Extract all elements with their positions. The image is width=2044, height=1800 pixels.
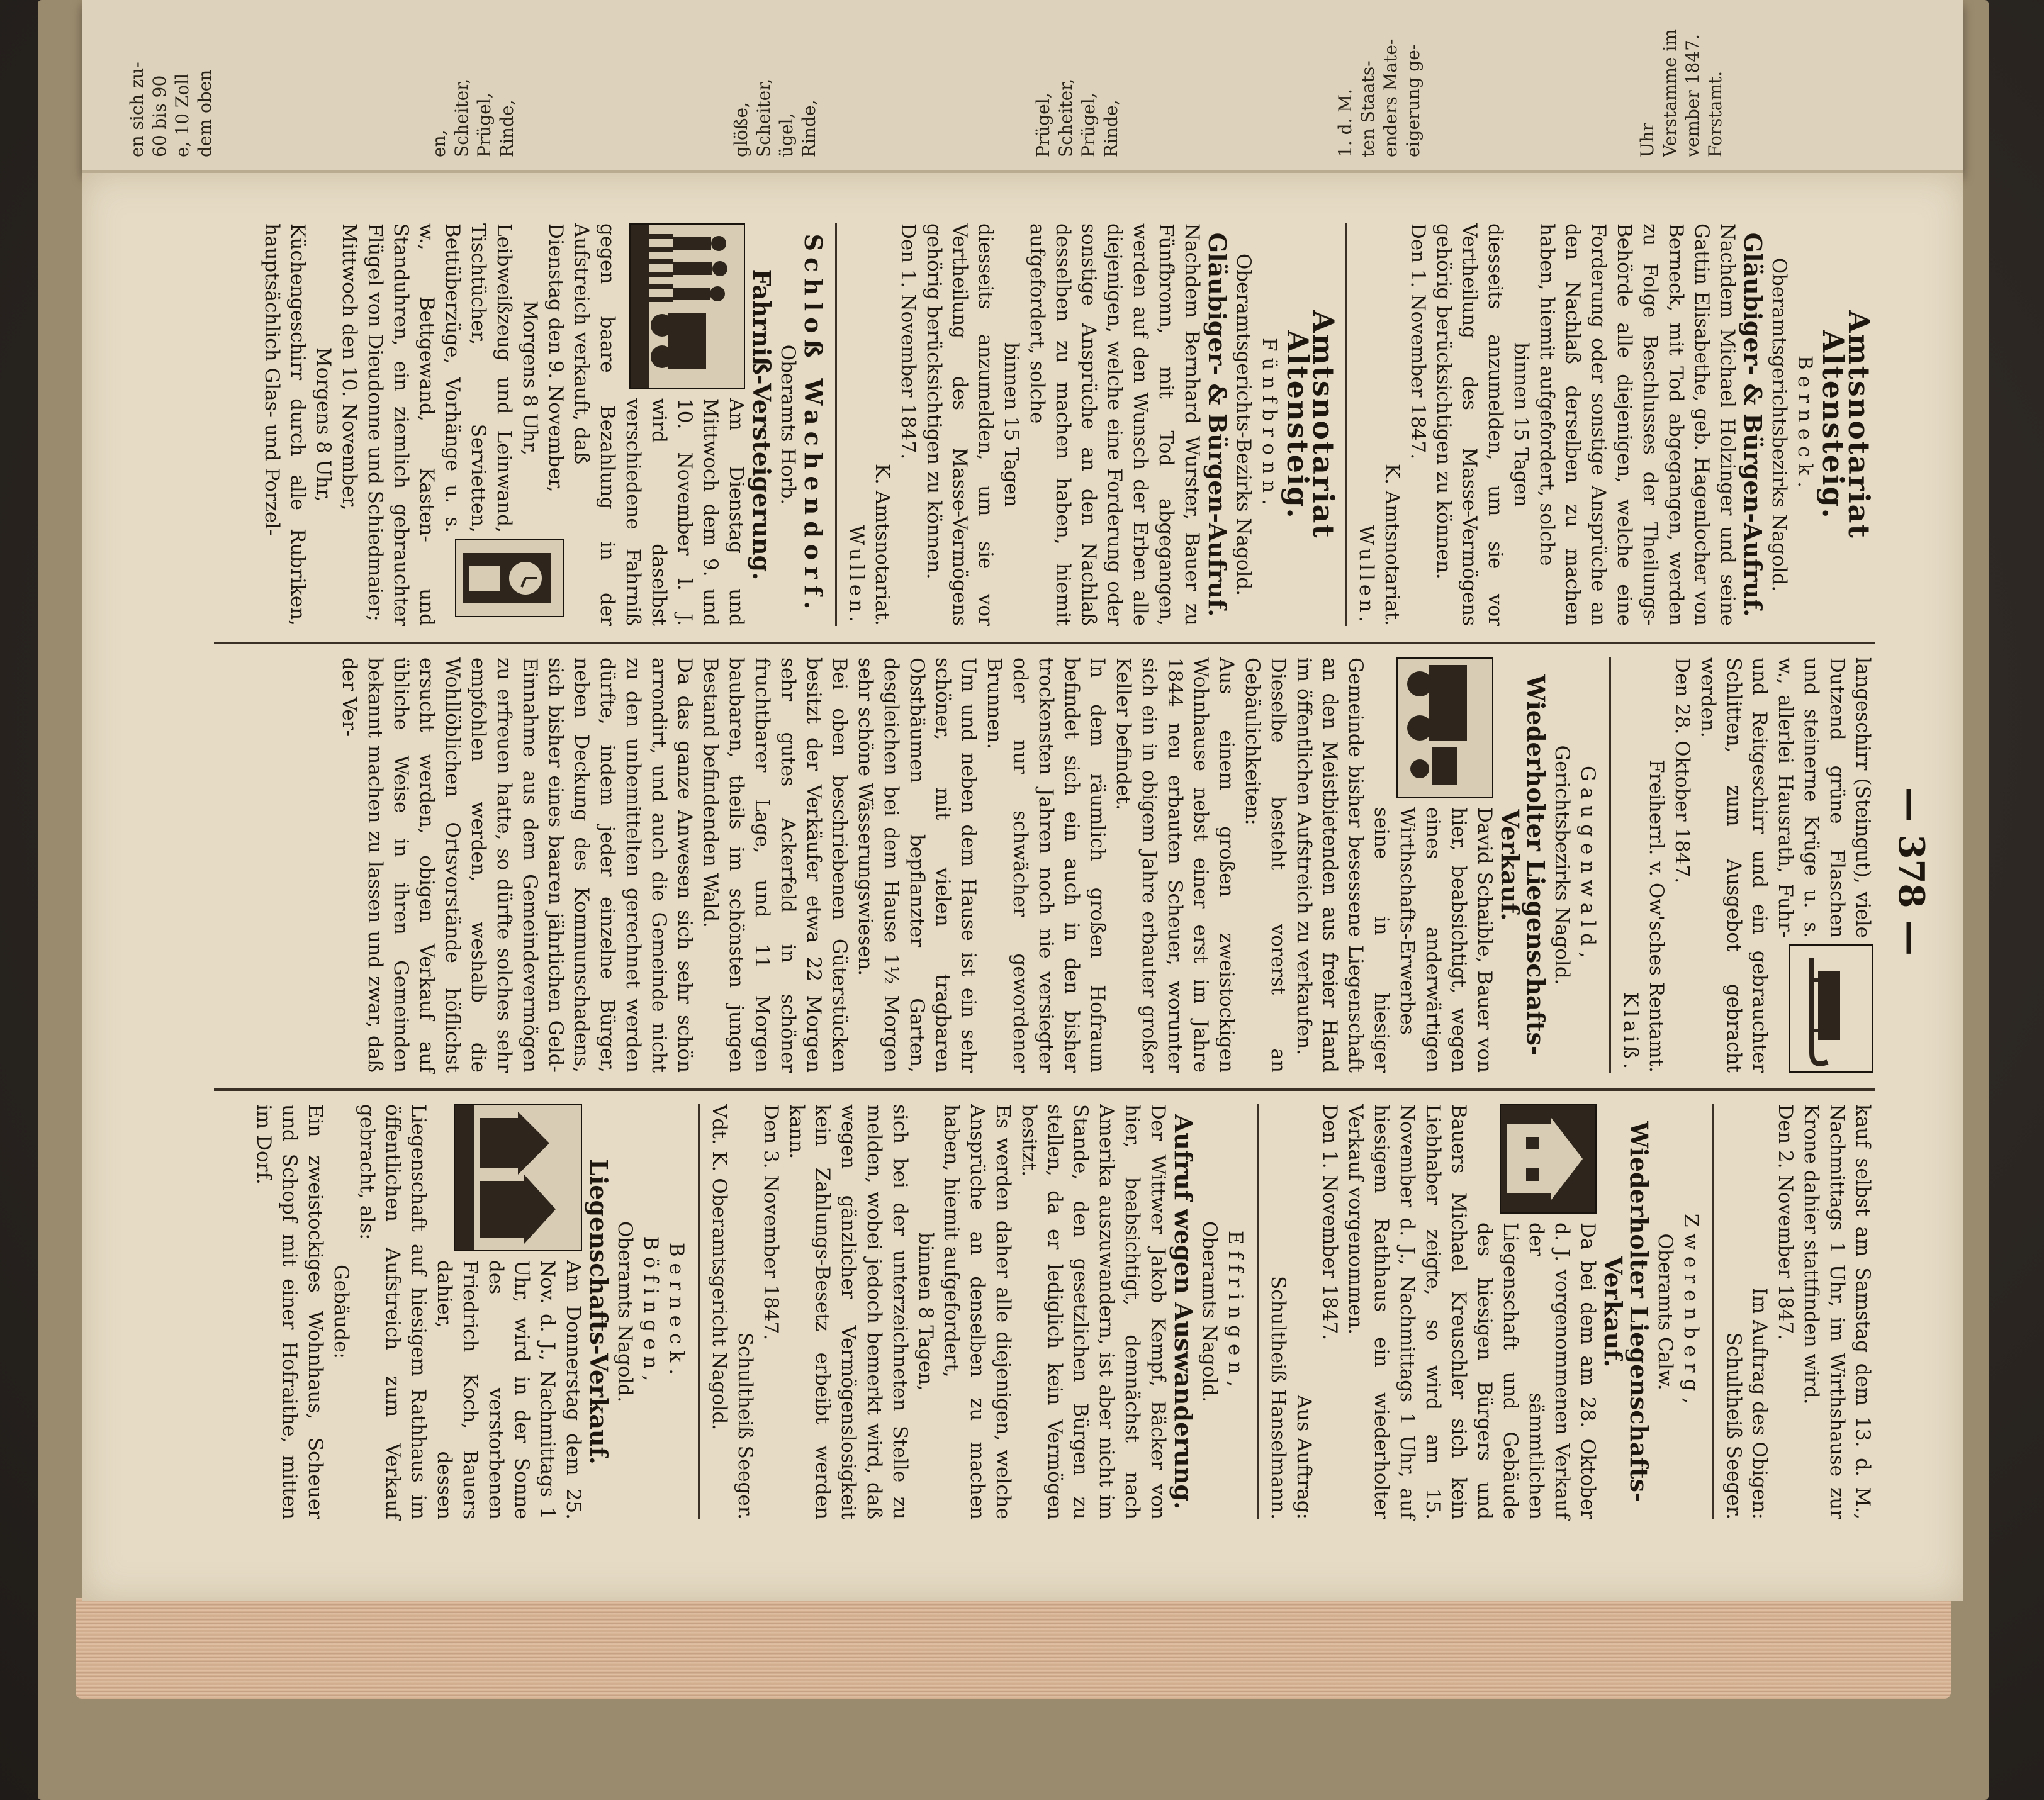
notice-heading: Gläubiger- & Bürgen-Aufruf. <box>1739 232 1767 617</box>
notice-title: Amtsnotariat Altensteig. <box>1281 310 1340 539</box>
notice-date: Den 3. November 1847. <box>760 1104 782 1341</box>
previous-page-line: Rinde, <box>1101 99 1121 157</box>
notice-body: Bei oben beschriebenen Güterstücken besitzt der Verkäufer etwa 22 Morgen sehr gutes Ackerfeld in schöner fruchtbarer Lage, und 11 Morgen baubaren, theils im schönsten jungen Bestand befindenden Wald. <box>699 657 851 1073</box>
notice-heading: Wiederholter Liegenschafts-Verkauf. <box>1496 674 1550 1056</box>
previous-page-line: Scheiter, <box>753 78 774 157</box>
notice-schaible <box>336 657 1600 1073</box>
divider <box>1609 657 1611 1073</box>
notice-body: diesseits anzumelden, um sie vor Vertheilung des Masse-Vermögens gehörig berücksichtigen zu können. <box>923 223 997 626</box>
notice-body: Da bei dem am 28. Oktober d. J. vorgenommenen Verkauf der sämmtlichen Liegenschaft und Gebäude des hiesigen Bürgers und Bauers Michael Kreuschler sich kein Liebhaber zeigte, so wird am 15. November d. J., Nachmittags 1 Uhr, auf hiesigem Rathhaus ein wiederholter Verkauf vorgenommen. <box>1344 1104 1599 1519</box>
rotated-text-block <box>182 223 1932 1519</box>
previous-page-column <box>730 6 824 157</box>
notice-body: Leibweißzeug und Leinwand, Tischtücher, Servietten, Bettüberzüge, Vorhänge u. s. w., Bettgewand, Kasten- und Standuhren, ein ziemlich gebrauchter Flügel von Dieudonne und Schiedmaier; <box>364 223 515 626</box>
notice-body: Der Wittwer Jakob Kempf, Bäcker von hier, beabsichtigt, demnächst nach Amerika auszuwandern, ist aber nicht im Stande, den gesetzlichen Bürgen zu stellen, da er lediglich kein Vermögen besitzt. <box>1018 1104 1169 1519</box>
previous-page-line: Rinde, <box>799 99 819 157</box>
notice-kreuschler <box>1265 1104 1704 1519</box>
notice-body: David Schaible, Bauer von hier, beabsichtigt, wegen eines anderwärtigen Wirthschafts-Erwerbes seine in hiesiger Gemeinde bisher besessene Liegenschaft an den Meistbietenden aus freier Hand im öffentlichen Aufstreich zu verkaufen. <box>1293 657 1496 1073</box>
notice-office: Freiherrl. v. Ow'sches Rentamt. <box>1645 759 1668 1073</box>
sale-time: Morgens 8 Uhr, <box>519 300 541 456</box>
notice-heading: Liegenschafts-Verkauf. <box>585 1159 613 1465</box>
divider <box>1345 223 1347 626</box>
previous-page-line: vember 1847. <box>1682 34 1703 157</box>
notice-body: Da das ganze Anwesen sich sehr schön arrondirt, und auch die Gemeinde nicht zu den unbemittelten gerechnet werden dürfte, indem jeder einzelne Bürger, neben Deckung des Kommunschadens, sich bisher eines baaren jährlichen Geld-Einnahme aus dem Gemeindevermögen zu erfreuen hatte, so dürfte solches sehr empfohlen werden, weshalb die Wohllöblichen Ortsvorstände höflichst ersucht werden, obigen Verkauf auf übliche Weise in ihren Gemeinden bekannt machen zu lassen und zwar, daß der Ver- <box>338 657 696 1073</box>
notice-signer: Wullen. <box>1355 525 1378 626</box>
notice-district: Gerichtsbezirks Nagold. <box>1551 745 1573 985</box>
previous-page-line: Verstamme im <box>1659 29 1680 157</box>
previous-page-line: Forstamt. <box>1705 70 1726 157</box>
divider <box>1257 1104 1259 1519</box>
previous-page-line: Prügel, <box>474 92 495 157</box>
previous-page-line: ten Staats- <box>1357 60 1378 157</box>
page-number: — 378 — <box>1890 787 1932 956</box>
previous-page-line: 1. d. M. <box>1335 89 1356 157</box>
page-header <box>1888 223 1932 1519</box>
notice-district: Oberamtsgerichtsbezirks Nagold. <box>1768 257 1790 592</box>
notice-signer: Schultheiß Seeger. <box>1722 1332 1745 1519</box>
column-2 <box>336 657 1875 1073</box>
notice-body: Am Dienstag und Mittwoch dem 9. und 10. November l. J. wird daselbst verschiedene Fahrniß gegen baare Bezahlung in der Aufstreich verkauft, daß <box>570 223 748 626</box>
notice-place: Gaugenwald, <box>1576 766 1599 964</box>
newspaper-page <box>82 173 1963 1601</box>
previous-page-line: dem oben <box>194 69 215 157</box>
notice-district: Oberamts Calw. <box>1654 1233 1676 1390</box>
notice-place: Schloß Wachendorf. <box>799 233 828 616</box>
previous-page-line: eigerung ge- <box>1403 43 1424 157</box>
divider <box>835 223 837 626</box>
previous-page-line: en, <box>429 130 449 157</box>
notice-wachendorf <box>259 223 826 626</box>
notice-body: Nachdem Michael Holzinger und seine Gattin Elisabethe, geb. Hagenlocher von Berneck, mit Tod abgegangen, werden zu Folge Beschlusses der Theilungs-Behörde alle diejenigen, welche eine Forderung oder sonstige Ansprüche an den Nachlaß derselben zu machen haben, hiemit aufgefordert, solche <box>1536 223 1739 626</box>
notice-date: Den 1. November 1847. <box>1407 223 1429 460</box>
notice-deadline: binnen 8 Tagen, <box>914 1232 937 1392</box>
notice-body: Es werden daher alle diejenigen, welche Ansprüche an denselben zu machen haben, hiemit aufgefordert, <box>940 1104 1014 1519</box>
notice-title: Amtsnotariat Altensteig. <box>1816 310 1876 539</box>
notice-office: K. Amtsnotariat. <box>871 463 894 626</box>
previous-page-line: Scheiter, <box>451 78 472 157</box>
notice-date: Den 2. November 1847. <box>1774 1104 1797 1341</box>
column-3 <box>250 1104 1875 1519</box>
notice-body: Um und neben dem Hause ist ein sehr schöner, mit vielen tragbaren Obstbäumen bepflanzter Garten, desgleichen bei dem Hause 1½ Morgen sehr schöne Wässerungswiesen. <box>854 657 980 1073</box>
notice-district: Oberamtsgerichts-Bezirks Nagold. <box>1232 253 1255 596</box>
notice-body: Küchengeschirr durch alle Rubriken, hauptsächlich Glas- und Porzel- <box>261 223 309 626</box>
notice-list-intro: Dieselbe besteht vorerst an Gebäulichkeiten: <box>1241 657 1289 1073</box>
notice-place: Berneck. <box>665 1242 688 1382</box>
previous-page-line: e, 10 Zoll <box>172 73 193 157</box>
divider <box>698 1104 700 1519</box>
previous-page-line: glöße, <box>731 102 751 157</box>
notice-date: Den 1. November 1847. <box>1318 1104 1341 1341</box>
notice-office: Aus Auftrag: <box>1293 1395 1315 1519</box>
notice-body: Ein zweistockiges Wohnhaus, Scheuer und Schopf mit einer Hofraithe, mitten im Dorf. <box>252 1104 327 1519</box>
notice-signer: Vdt. K. Oberamtsgericht Nagold. <box>708 1104 731 1431</box>
notice-kempf <box>706 1104 1248 1519</box>
notice-koch <box>250 1104 689 1519</box>
previous-page-column <box>1334 6 1429 157</box>
notice-place: Effringen, <box>1224 1230 1247 1394</box>
notice-body: Am Donnerstag dem 25. Nov. d. J., Nachmittags 1 Uhr, wird in der Sonne des verstorbenen Friedrich Koch, Bauers dahier, dessen Liegenschaft auf hiesigem Rathhaus im öffentlichen Aufstreich zum Verkauf gebracht, als: <box>356 1104 585 1519</box>
previous-page-line: Uhr <box>1637 122 1658 157</box>
sale-day: Dienstag den 9. November, <box>544 223 567 493</box>
previous-page-line: Rinde, <box>497 99 517 157</box>
house-woodcut-illustration <box>1500 1104 1597 1214</box>
procession-woodcut-illustration <box>629 223 745 389</box>
divider <box>1712 1104 1714 1519</box>
sale-time: Morgens 8 Uhr, <box>312 347 335 503</box>
clock-woodcut-illustration <box>455 539 564 617</box>
notice-heading: Fahrniß-Versteigerung. <box>748 269 776 581</box>
previous-page-line: Prügel, <box>1033 92 1053 157</box>
notice-place: Berneck. <box>1794 355 1816 495</box>
notice-place: Zwerenberg, <box>1680 1213 1702 1411</box>
notice-heading: Gläubiger- & Bürgen-Aufruf. <box>1203 232 1232 617</box>
sale-day: Mittwoch den 10. November, <box>338 223 361 511</box>
notice-place: Fünfbronn. <box>1258 337 1281 512</box>
notice-body: diesseits anzumelden, um sie vor Vertheilung des Masse-Vermögens gehörig berücksichtigen zu können. <box>1432 223 1507 626</box>
notice-deadline: binnen 15 Tagen <box>1510 342 1532 508</box>
notice-district: Oberamts Nagold. <box>1198 1221 1221 1403</box>
notice-body: kauf selbst am Samstag dem 13. d. M., Nachmittags 1 Uhr, im Wirthshause zur Krone dahier stattfinden wird. <box>1800 1104 1874 1519</box>
previous-page-column <box>1636 6 1731 157</box>
notice-heading: Aufruf wegen Auswanderung. <box>1169 1114 1198 1510</box>
notice-date: Den 28. Oktober 1847. <box>1671 657 1693 884</box>
notice-body: Nachdem Bernhard Wurster, Bauer zu Fünfbronn, mit Tod abgegangen, werden auf den Wunsch der Erben alle diejenigen, welche eine Forderung oder sonstige Ansprüche an den Nachlaß desselben zu machen haben, hiemit aufgefordert, solche <box>1026 223 1203 626</box>
notice-office: K. Amtsnotariat. <box>1381 463 1403 626</box>
previous-page-line: enders Mate- <box>1380 38 1401 157</box>
notice-place: Böfingen, <box>639 1236 662 1388</box>
notice-list-intro: Gebäude: <box>330 1264 352 1360</box>
previous-page <box>82 0 1963 174</box>
notice-body: langeschirr (Steingut), viele Dutzend grüne Flaschen und steinerne Krüge u. s. w., allerlei Hausrath, Fuhr- und Reitgeschirr und ein gebrauchter Schlitten, zum Ausgebot gebracht werden. <box>1697 657 1874 1073</box>
notice-office: Schultheiß Seeger. <box>734 1332 756 1519</box>
column-rule <box>214 642 1875 644</box>
notice-signer: Wullen. <box>845 525 868 626</box>
previous-page-column <box>428 6 522 157</box>
notice-holzinger <box>1353 223 1876 626</box>
previous-page-line: ügel, <box>776 113 797 157</box>
notice-signer: Klaiß. <box>1619 992 1642 1073</box>
farm-wagon-woodcut-illustration <box>1396 657 1493 798</box>
previous-page-line: Scheiter, <box>1055 78 1076 157</box>
village-woodcut-illustration <box>454 1104 582 1251</box>
sleigh-woodcut-illustration <box>1788 944 1873 1073</box>
notice-body: In dem räumlich großen Hofraum befindet sich ein auch in den bisher trockensten Jahren noch nie versiegter oder nur schwächer gewordener Brunnen. <box>983 657 1109 1073</box>
notice-district: Oberamts Horb. <box>777 344 799 505</box>
notice-wurster <box>843 223 1340 626</box>
previous-page-line: en sich zu- <box>126 62 147 157</box>
notice-date: Den 1. November 1847. <box>897 223 919 460</box>
notice-district: Oberamts Nagold. <box>614 1221 636 1403</box>
previous-page-line: Prügel, <box>1078 92 1099 157</box>
notice-heading: Wiederholter Liegenschafts-Verkauf. <box>1599 1121 1653 1502</box>
notice-body: sich bei der unterzeichneten Stelle zu melden, wobei jedoch bemerkt wird, daß wegen gänzlicher Vermögenslosigkeit kein Zahlungs-Besetz erbeibt werden kann. <box>785 1104 911 1519</box>
notice-office: Im Auftrag des Obigen: <box>1748 1287 1771 1519</box>
notice-body: Aus einem großen zweistockigen Wohnhause nebst einer erst im Jahre 1844 neu erbauten Scheuer, worunter sich ein in obigem Jahre erbauter großer Keller befindet. <box>1112 657 1238 1073</box>
column-rule <box>214 1088 1875 1091</box>
previous-page-line: 60 bis 90 <box>149 75 170 157</box>
page-edges <box>76 1598 1951 1699</box>
notice-deadline: binnen 15 Tagen <box>1000 342 1023 508</box>
column-1 <box>259 223 1875 626</box>
previous-page-column <box>1032 6 1126 157</box>
notice-signer: Schultheiß Hanselmann. <box>1267 1275 1289 1519</box>
previous-page-column <box>126 6 220 157</box>
